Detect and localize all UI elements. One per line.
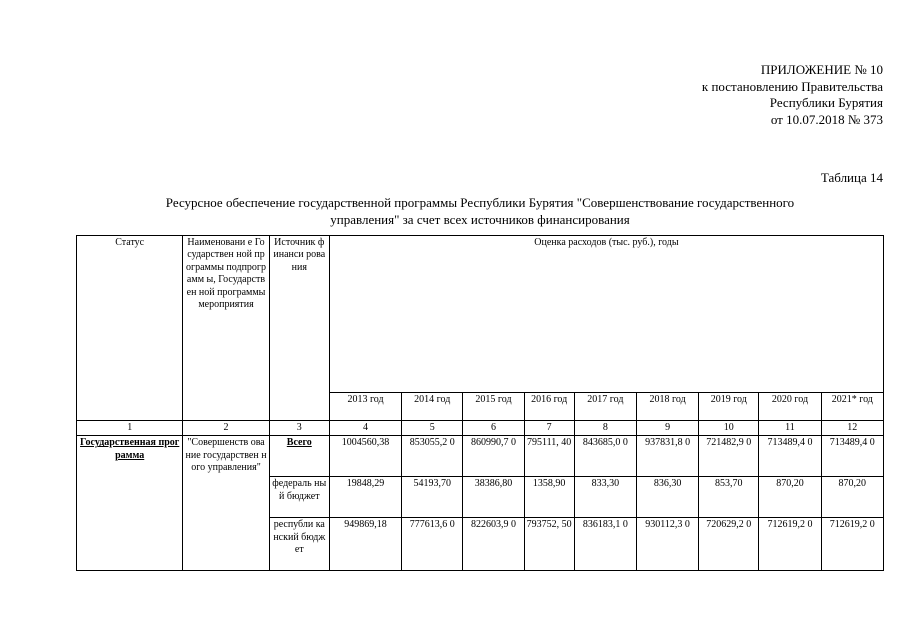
column-number: 11 — [759, 421, 821, 436]
value-cell: 712619,2 0 — [759, 518, 821, 571]
source-total: Всего — [269, 436, 329, 477]
value-cell: 793752, 50 — [524, 518, 574, 571]
value-cell: 833,30 — [574, 477, 636, 518]
header-year: 2021* год — [821, 393, 883, 421]
appendix-republic: Республики Бурятия — [769, 95, 883, 110]
value-cell: 937831,8 0 — [636, 436, 698, 477]
header-year: 2015 год — [463, 393, 524, 421]
header-source: Источник финанси рования — [269, 236, 329, 421]
value-cell: 721482,9 0 — [699, 436, 759, 477]
value-cell: 720629,2 0 — [699, 518, 759, 571]
value-cell: 853,70 — [699, 477, 759, 518]
value-cell: 795111, 40 — [524, 436, 574, 477]
value-cell: 19848,29 — [329, 477, 401, 518]
value-cell: 713489,4 0 — [759, 436, 821, 477]
column-number: 4 — [329, 421, 401, 436]
document-title-line-1: Ресурсное обеспечение государственной программы Республики Бурятия "Совершенствование государственного — [165, 195, 795, 210]
value-cell: 853055,2 0 — [402, 436, 463, 477]
value-cell: 38386,80 — [463, 477, 524, 518]
column-number: 12 — [821, 421, 883, 436]
header-year: 2017 год — [574, 393, 636, 421]
value-cell: 930112,3 0 — [636, 518, 698, 571]
appendix-reference: к постановлению Правительства — [701, 78, 883, 94]
document-title — [90, 195, 870, 228]
value-cell: 843685,0 0 — [574, 436, 636, 477]
resource-table — [76, 235, 884, 571]
header-status: Статус — [77, 236, 183, 421]
appendix-number: ПРИЛОЖЕНИЕ № 10 — [760, 62, 883, 77]
column-number-row — [77, 421, 884, 436]
column-number: 5 — [402, 421, 463, 436]
column-number: 6 — [463, 421, 524, 436]
column-number: 9 — [636, 421, 698, 436]
column-number: 3 — [269, 421, 329, 436]
document-title-line-2: управления" за счет всех источников финансирования — [330, 211, 630, 227]
value-cell: 822603,9 0 — [463, 518, 524, 571]
header-year: 2014 год — [402, 393, 463, 421]
header-year: 2018 год — [636, 393, 698, 421]
column-number: 1 — [77, 421, 183, 436]
program-status: Государственная программа — [77, 436, 183, 571]
value-cell: 1004560,38 — [329, 436, 401, 477]
source-republic: республи канский бюджет — [269, 518, 329, 571]
header-name: Наименовани е Государствен ной программы подпрограмм ы, Государствен ной программы мероприятия — [183, 236, 269, 421]
column-number: 7 — [524, 421, 574, 436]
header-year: 2016 год — [524, 393, 574, 421]
value-cell: 860990,7 0 — [463, 436, 524, 477]
value-cell: 713489,4 0 — [821, 436, 883, 477]
appendix-date: от 10.07.2018 № 373 — [770, 111, 883, 127]
source-federal: федераль ный бюджет — [269, 477, 329, 518]
value-cell: 1358,90 — [524, 477, 574, 518]
value-cell: 54193,70 — [402, 477, 463, 518]
value-cell: 949869,18 — [329, 518, 401, 571]
value-cell: 870,20 — [759, 477, 821, 518]
table-number: Таблица 14 — [820, 170, 883, 185]
column-number: 10 — [699, 421, 759, 436]
header-year: 2019 год — [699, 393, 759, 421]
header-year: 2020 год — [759, 393, 821, 421]
program-name: "Совершенств ование государствен ного управления" — [183, 436, 269, 571]
value-cell: 712619,2 0 — [821, 518, 883, 571]
value-cell: 777613,6 0 — [402, 518, 463, 571]
table-row — [77, 436, 884, 477]
appendix-block — [702, 62, 883, 128]
header-estimate: Оценка расходов (тыс. руб.), годы — [329, 236, 883, 393]
column-number: 8 — [574, 421, 636, 436]
value-cell: 836,30 — [636, 477, 698, 518]
value-cell: 836183,1 0 — [574, 518, 636, 571]
column-number: 2 — [183, 421, 269, 436]
header-year: 2013 год — [329, 393, 401, 421]
value-cell: 870,20 — [821, 477, 883, 518]
